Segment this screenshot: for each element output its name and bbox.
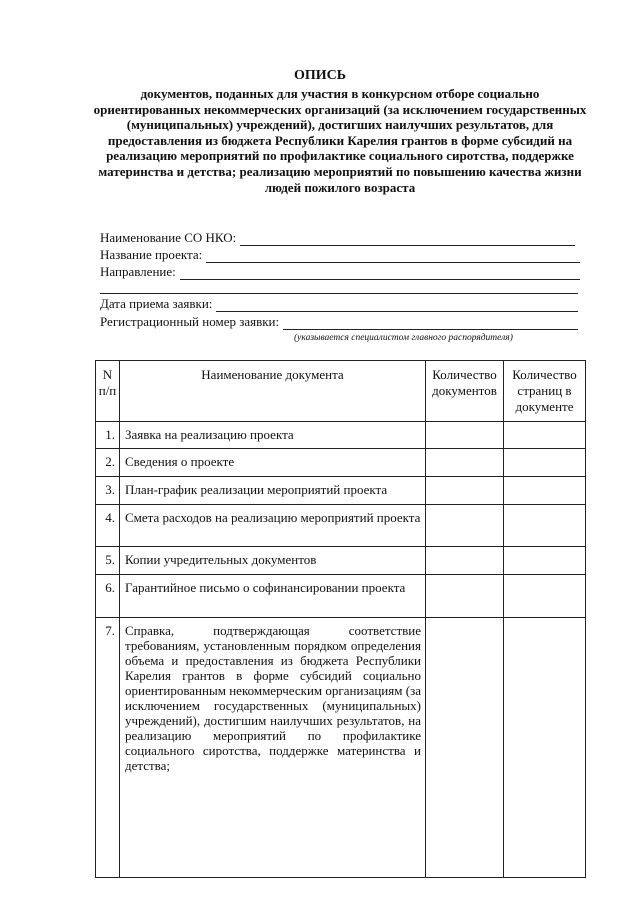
row-doc-name: Копии учредительных документов [120,547,426,575]
direction-continuation-line[interactable] [100,293,578,294]
row-num: 4. [96,505,120,547]
date-received-field [100,296,578,312]
direction-line[interactable] [180,267,580,280]
date-received-line[interactable] [216,299,578,312]
row-num: 3. [96,477,120,505]
row-doc-name: План-график реализации мероприятий проекта [120,477,426,505]
row-qty-pages-cell[interactable] [504,422,586,449]
project-name-field [100,247,580,263]
row-num: 1. [96,422,120,449]
header-qty-pages: Количество страниц в документе [504,361,586,422]
row-qty-pages-cell[interactable] [504,618,586,878]
row-qty-pages-cell[interactable] [504,575,586,618]
table-row [96,547,586,575]
date-received-label: Дата приема заявки: [100,296,213,311]
row-qty-docs-cell[interactable] [426,422,504,449]
reg-number-label: Регистрационный номер заявки: [100,314,280,329]
row-doc-name: Заявка на реализацию проекта [120,422,426,449]
row-num: 6. [96,575,120,618]
header-qty-docs: Количество документов [426,361,504,422]
table-row [96,477,586,505]
reg-number-field [100,314,578,330]
row-doc-name: Сведения о проекте [120,449,426,477]
table-row [96,505,586,547]
row-qty-pages-cell[interactable] [504,449,586,477]
reg-number-note: (указывается специалистом главного распорядителя) [294,333,513,343]
table-row [96,449,586,477]
project-name-label: Название проекта: [100,247,203,262]
row-qty-pages-cell[interactable] [504,547,586,575]
project-name-line[interactable] [206,250,580,263]
document-subtitle: документов, поданных для участия в конкурсном отборе социально ориентированных некоммерческих организаций (за исключением государственных (муниципальных) учреждений), достигших наилучших результатов, для предоставления из бюджета Республики Карелия грантов в форме субсидий на реализацию мероприятий по профилактике социального сиротства, поддержке материнства и детства; реализацию мероприятий по повышению качества жизни людей пожилого возраста [93,86,587,195]
row-qty-docs-cell[interactable] [426,449,504,477]
document-title: ОПИСЬ [293,68,347,83]
header-name: Наименование документа [120,361,426,422]
row-doc-name: Смета расходов на реализацию мероприятий проекта [120,505,426,547]
header-num: N п/п [96,361,120,422]
org-name-line[interactable] [240,233,575,246]
table-header-row [96,361,586,422]
row-qty-docs-cell[interactable] [426,547,504,575]
table-row [96,575,586,618]
direction-field [100,264,580,280]
table-row [96,422,586,449]
row-qty-pages-cell[interactable] [504,505,586,547]
documents-table [95,360,586,878]
row-num: 7. [96,618,120,878]
org-name-field [100,230,575,246]
row-num: 5. [96,547,120,575]
reg-number-line[interactable] [283,317,578,330]
direction-label: Направление: [100,264,176,279]
row-doc-name: Гарантийное письмо о софинансировании проекта [120,575,426,618]
row-qty-pages-cell[interactable] [504,477,586,505]
row-qty-docs-cell[interactable] [426,477,504,505]
documents-table-wrapper [95,360,590,905]
row-qty-docs-cell[interactable] [426,618,504,878]
row-qty-docs-cell[interactable] [426,575,504,618]
table-row [96,618,586,878]
row-qty-docs-cell[interactable] [426,505,504,547]
org-name-label: Наименование СО НКО: [100,230,237,245]
row-num: 2. [96,449,120,477]
row-doc-name: Справка, подтверждающая соответствие требованиям, установленным порядком определения объема и предоставления из бюджета Республики Карелия грантов в форме субсидий социально ориентированным некоммерческим организациям (за исключением государственных (муниципальных) учреждений), достигшим наилучших результатов, на реализацию мероприятий по профилактике социального сиротства, поддержке материнства и детства; [120,618,426,878]
